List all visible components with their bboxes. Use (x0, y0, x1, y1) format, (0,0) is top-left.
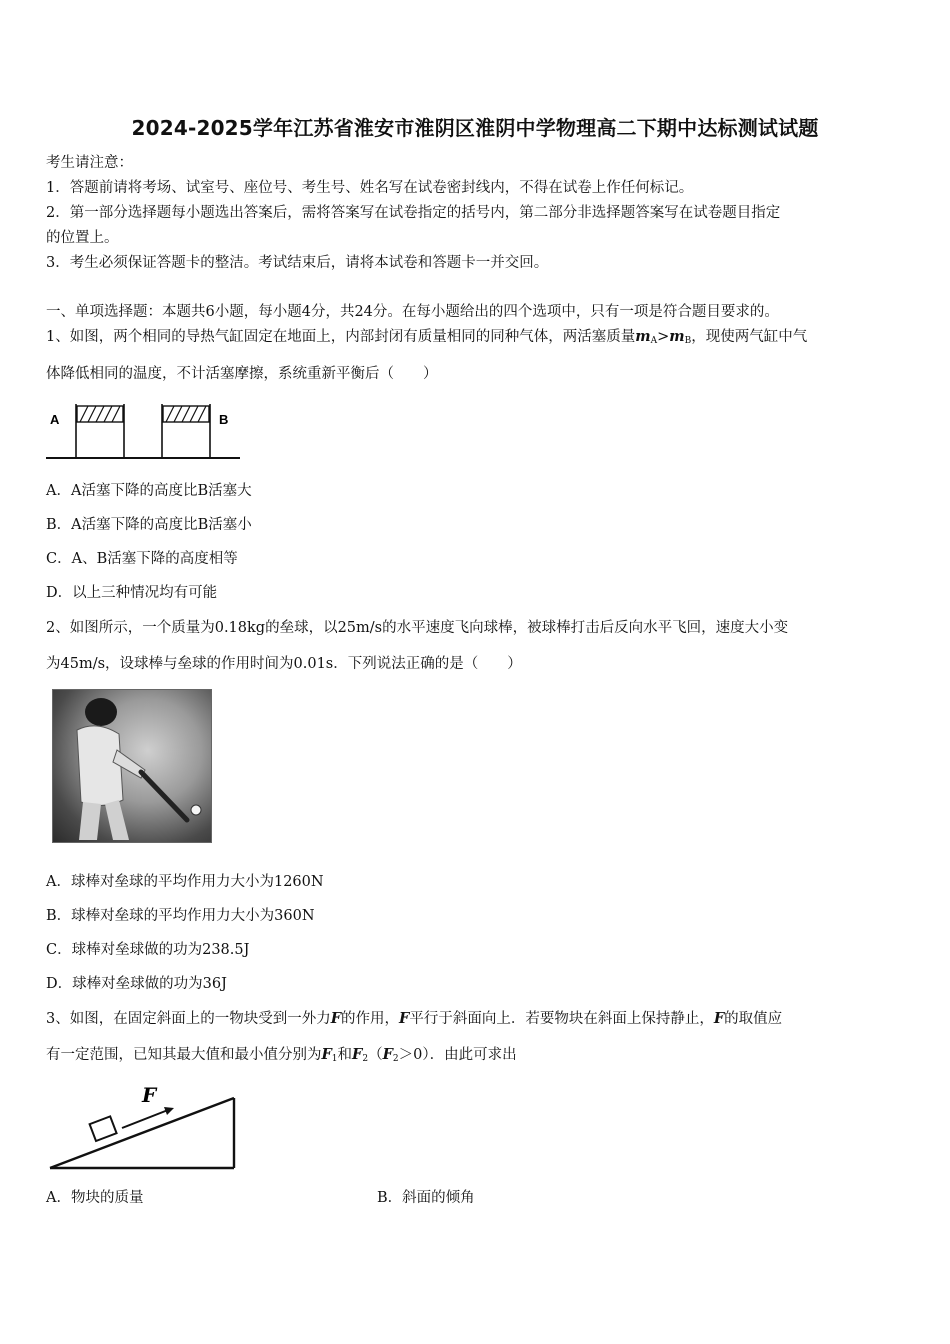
section-heading: 一、单项选择题：本题共6小题，每小题4分，共24分。在每小题给出的四个选项中，只有一项是符合题目要求的。 (46, 304, 779, 320)
q3-force-symbol-3: F (713, 1010, 725, 1027)
q1-mass-symbol-b: m (669, 328, 685, 345)
q2-stem-line1: 2、如图所示，一个质量为0.18kg的垒球，以25m/s的水平速度飞向球棒，被球棒打击后反向水平飞回，速度大小变 (46, 620, 789, 636)
q1-fig-label-b: B (219, 412, 229, 427)
q3-sub-1: 1 (331, 1054, 338, 1064)
q3-f1-symbol: F (321, 1046, 332, 1063)
q3-incline-figure (44, 1078, 244, 1172)
q1-sub-b: B (684, 336, 692, 346)
q3-text-b: 的作用， (341, 1011, 400, 1027)
q1-stem-line2: 体降低相同的温度，不计活塞摩擦，系统重新平衡后（ ） (46, 366, 438, 382)
q1-option-a[interactable]: A．A活塞下降的高度比B活塞大 (46, 483, 252, 499)
q1-fig-label-a: A (50, 412, 60, 427)
q1-option-d[interactable]: D．以上三种情况均有可能 (46, 585, 218, 601)
q3-paren: （ (368, 1047, 383, 1063)
q3-stem-line1 (46, 1010, 782, 1028)
q1-mass-symbol-a: m (635, 328, 651, 345)
q3-and: 和 (337, 1047, 353, 1063)
q3-stem-line2 (46, 1046, 517, 1068)
notice-item-2: 2．第一部分选择题每小题选出答案后，需将答案写在试卷指定的括号内，第二部分非选择题答案写在试卷题目指定 (46, 205, 781, 221)
q3-option-b[interactable]: B．斜面的倾角 (377, 1190, 475, 1206)
q2-option-d[interactable]: D．球棒对垒球做的功为36J (46, 976, 227, 992)
q1-cylinders-figure (44, 398, 244, 460)
q3-text-c: 平行于斜面向上．若要物块在斜面上保持静止， (409, 1011, 714, 1027)
q2-baseball-photo (52, 689, 212, 843)
q3-text-a: 3、如图，在固定斜面上的一物块受到一外力 (46, 1011, 331, 1027)
notice-item-1: 1．答题前请将考场、试室号、座位号、考生号、姓名写在试卷密封线内，不得在试卷上作任何标记。 (46, 180, 694, 196)
q1-option-c[interactable]: C．A、B活塞下降的高度相等 (46, 551, 238, 567)
page-title: 2024-2025学年江苏省淮安市淮阴区淮阴中学物理高二下期中达标测试试题 (131, 116, 819, 140)
q3-fig-force-label: F (142, 1083, 157, 1107)
q3-f2-symbol: F (352, 1046, 363, 1063)
q2-batter-drawing (53, 690, 211, 842)
q1-sub-a: A (650, 336, 658, 346)
q1-stem-line1 (46, 328, 807, 350)
q3-text-d: 的取值应 (724, 1011, 783, 1027)
q1-text-b: ，现使两气缸中气 (691, 329, 808, 345)
q3-force-symbol-1: F (330, 1010, 342, 1027)
q3-f2-symbol-cond: F (382, 1046, 393, 1063)
q1-option-b[interactable]: B．A活塞下降的高度比B活塞小 (46, 517, 252, 533)
q2-option-a[interactable]: A．球棒对垒球的平均作用力大小为1260N (46, 874, 324, 890)
q3-sub-2: 2 (362, 1054, 369, 1064)
q1-gt: > (657, 329, 670, 345)
q3-sub-2-cond: 2 (392, 1054, 399, 1064)
q3-condition: ＞0）．由此可求出 (398, 1047, 517, 1063)
q3-force-symbol-2: F (399, 1010, 410, 1027)
q2-stem-line2: 为45m/s，设球棒与垒球的作用时间为0.01s．下列说法正确的是（ ） (46, 656, 522, 672)
q3-option-a[interactable]: A．物块的质量 (46, 1190, 144, 1206)
q3-text-e: 有一定范围，已知其最大值和最小值分别为 (46, 1047, 322, 1063)
q1-text-a: 1、如图，两个相同的导热气缸固定在地面上，内部封闭有质量相同的同种气体，两活塞质量 (46, 329, 636, 345)
notice-item-2-cont: 的位置上。 (46, 230, 119, 246)
q2-option-c[interactable]: C．球棒对垒球做的功为238.5J (46, 942, 250, 958)
notice-item-3: 3．考生必须保证答题卡的整洁。考试结束后，请将本试卷和答题卡一并交回。 (46, 255, 549, 271)
q2-option-b[interactable]: B．球棒对垒球的平均作用力大小为360N (46, 908, 315, 924)
notice-heading: 考生请注意： (46, 155, 133, 171)
